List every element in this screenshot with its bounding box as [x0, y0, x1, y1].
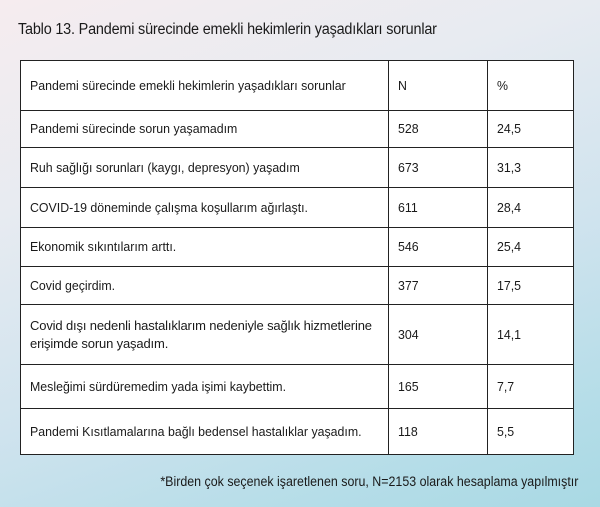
table-row [21, 305, 574, 365]
row-n: 304 [389, 305, 488, 365]
footnote: *Birden çok seçenek işaretlenen soru, N=2153 olarak hesaplama yapılmıştır [159, 474, 578, 489]
row-n: 611 [389, 188, 488, 228]
table-row [21, 409, 574, 455]
row-percent: 14,1 [488, 305, 574, 365]
row-percent: 5,5 [488, 409, 574, 455]
row-problem: Mesleğimi sürdüremedim yada işimi kaybettim. [21, 365, 389, 409]
row-problem: Pandemi sürecinde sorun yaşamadım [21, 111, 389, 148]
data-table [20, 60, 574, 455]
row-percent: 25,4 [488, 228, 574, 267]
row-percent: 7,7 [488, 365, 574, 409]
row-problem: Covid dışı nedenli hastalıklarım nedeniyle sağlık hizmetlerine erişimde sorun yaşadım. [21, 305, 389, 365]
table-row [21, 228, 574, 267]
row-percent: 24,5 [488, 111, 574, 148]
table-row [21, 267, 574, 305]
row-problem: Ruh sağlığı sorunları (kaygı, depresyon) yaşadım [21, 148, 389, 188]
row-n: 165 [389, 365, 488, 409]
row-problem: Pandemi Kısıtlamalarına bağlı bedensel hastalıklar yaşadım. [21, 409, 389, 455]
table-row [21, 148, 574, 188]
header-cell-problem: Pandemi sürecinde emekli hekimlerin yaşadıkları sorunlar [21, 61, 389, 111]
row-percent: 17,5 [488, 267, 574, 305]
header-cell-percent: % [488, 61, 574, 111]
row-problem: Ekonomik sıkıntılarım arttı. [21, 228, 389, 267]
row-n: 546 [389, 228, 488, 267]
row-n: 377 [389, 267, 488, 305]
table-row [21, 111, 574, 148]
table-row [21, 365, 574, 409]
row-n: 118 [389, 409, 488, 455]
row-n: 528 [389, 111, 488, 148]
header-cell-n: N [389, 61, 488, 111]
table-title: Tablo 13. Pandemi sürecinde emekli hekimlerin yaşadıkları sorunlar [18, 21, 437, 38]
row-problem: Covid geçirdim. [21, 267, 389, 305]
table-row [21, 188, 574, 228]
table-header-row [21, 61, 574, 111]
row-n: 673 [389, 148, 488, 188]
row-percent: 31,3 [488, 148, 574, 188]
row-problem: COVID-19 döneminde çalışma koşullarım ağırlaştı. [21, 188, 389, 228]
row-percent: 28,4 [488, 188, 574, 228]
